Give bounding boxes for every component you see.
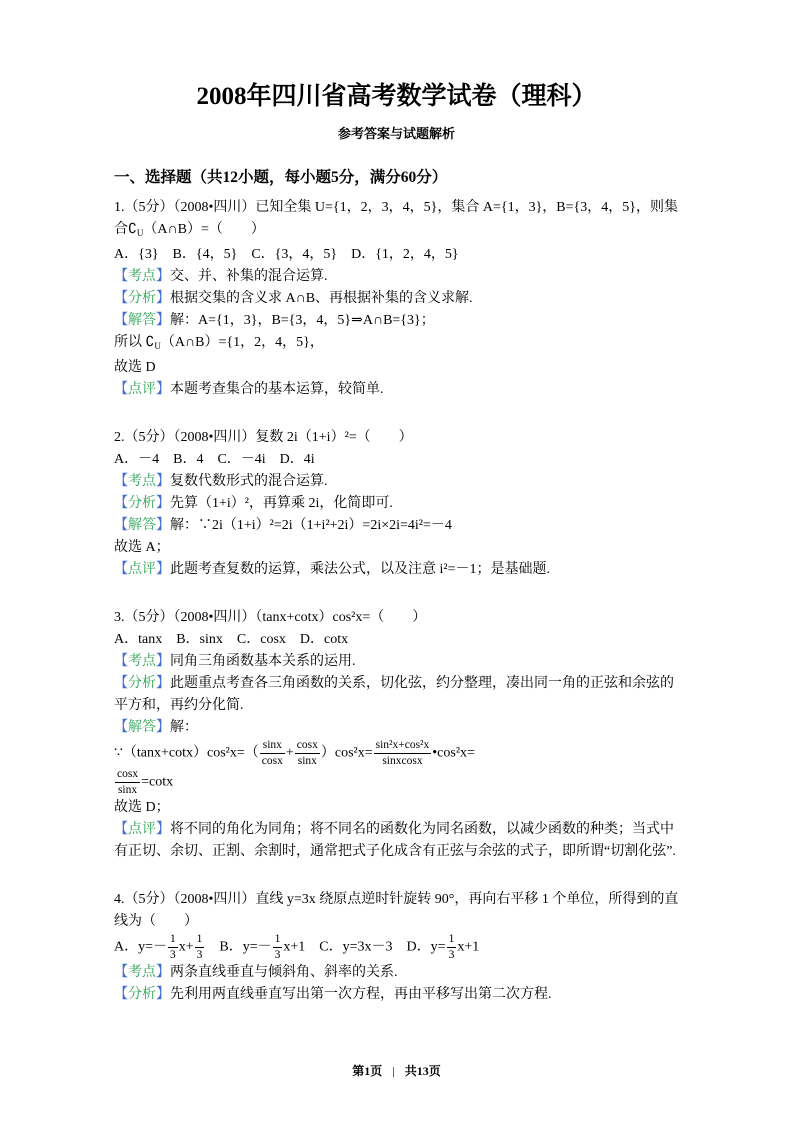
q2-jieda-line [114, 515, 679, 537]
text-run: 此题考查复数的运算，乘法公式，以及注意 i²=－1；是基础题. [170, 562, 550, 577]
text-run: （A∩B）={1，2，4，5}， [160, 335, 324, 350]
q3-dianping-line [114, 819, 679, 863]
tag-bracket-right: 】 [156, 987, 170, 1002]
text-run: D．y= [406, 939, 446, 955]
q1-suoyi-line [114, 332, 679, 357]
tag-bracket-right: 】 [156, 654, 170, 669]
fraction-numerator: 1 [273, 933, 283, 948]
fraction [373, 739, 433, 768]
text-run: 两条直线垂直与倾斜角、斜率的关系. [170, 965, 398, 980]
tag-bracket-right: 】 [156, 313, 170, 328]
text-run: A．tanx B．sinx C．cosx D．cotx [114, 632, 349, 647]
q2-fenxi-line [114, 493, 679, 515]
text-run: 先利用两直线垂直写出第一次方程，再由平移写出第二次方程. [170, 987, 552, 1002]
q2-answer-line [114, 537, 679, 559]
text-run: x+1 [457, 939, 480, 955]
tag-bracket-right: 】 [156, 496, 170, 511]
page-subtitle: 参考答案与试题解析 [337, 126, 455, 141]
tag-bracket-left: 【 [114, 676, 128, 691]
footer-separator: | [392, 1064, 395, 1078]
tag-bracket-right: 】 [156, 291, 170, 306]
q3-fenxi-line [114, 673, 679, 717]
text-run: 1.（5分）（2008•四川）已知全集 U={1，2，3，4，5}，集合 A={1，3}，B={3，4，5}，则集合∁ [114, 200, 678, 237]
tag-bracket-right: 】 [156, 822, 170, 837]
text-run: 所以 ∁ [114, 335, 155, 350]
tag-bracket-left: 【 [114, 822, 128, 837]
section-heading: 一、选择题（共12小题，每小题5分，满分60分） [114, 169, 448, 186]
question-4 [114, 889, 679, 1006]
tag-bracket-left: 【 [114, 654, 128, 669]
subscript-u: U [154, 341, 161, 351]
tag-jieda: 解答 [128, 518, 156, 533]
text-run: 故选 D； [114, 800, 170, 815]
tag-fenxi: 分析 [128, 496, 156, 511]
text-run: A．－4 B．4 C．－4i D．4i [114, 452, 315, 467]
text-run: 此题重点考查各三角函数的关系，切化弦，约分整理，凑出同一角的正弦和余弦的平方和，再约分化简. [114, 676, 674, 713]
text-run: 交、并、补集的混合运算. [170, 269, 328, 284]
tag-jieda: 解答 [128, 313, 156, 328]
text-run: 解： [170, 720, 198, 735]
text-run: 故选 D [114, 360, 156, 375]
q4-kaodian-line [114, 962, 679, 984]
q1-jieda-line [114, 310, 679, 332]
q3-formula-line-2 [114, 768, 679, 797]
tag-bracket-right: 】 [156, 562, 170, 577]
text-run: x+ [178, 939, 194, 955]
q3-answer-line [114, 797, 679, 819]
q2-stem [114, 427, 679, 449]
fraction-denominator: 3 [274, 949, 281, 961]
tag-bracket-right: 】 [156, 269, 170, 284]
q1-dianping-line [114, 379, 679, 401]
fraction-numerator: 1 [195, 933, 205, 948]
text-run: （A∩B）=（ ） [143, 222, 265, 237]
q1-fenxi-line [114, 288, 679, 310]
q3-formula-line-1 [114, 739, 679, 768]
plus-sign: + [285, 745, 294, 761]
tag-bracket-left: 【 [114, 496, 128, 511]
fraction [114, 768, 141, 797]
q2-dianping-line [114, 559, 679, 581]
text-run: A．y=－ [114, 939, 168, 955]
tag-bracket-right: 】 [156, 382, 170, 397]
fraction-numerator: sin²x+cos²x [374, 739, 432, 754]
q3-kaodian-line [114, 651, 679, 673]
tag-dianping: 点评 [128, 562, 156, 577]
text-run: A．{3} B．{4，5} C．{3，4，5} D．{1，2，4，5} [114, 247, 459, 262]
text-run: 解：A={1，3}，B={3，4，5}⇒A∩B={3}； [170, 313, 435, 328]
tag-fenxi: 分析 [128, 676, 156, 691]
text-run: B．y=－ [205, 939, 272, 955]
tag-bracket-right: 】 [156, 676, 170, 691]
q2-kaodian-line [114, 471, 679, 493]
fraction-denominator: sinxcosx [382, 755, 423, 767]
q3-jieda-line [114, 717, 679, 739]
question-1 [114, 197, 679, 401]
text-run: 3.（5分）（2008•四川）（tanx+cotx）cos²x=（ ） [114, 610, 427, 625]
subscript-u: U [136, 228, 144, 238]
text-run: •cos²x= [432, 745, 475, 761]
tag-fenxi: 分析 [128, 291, 156, 306]
tag-kaodian: 考点 [128, 654, 156, 669]
tag-bracket-right: 】 [156, 474, 170, 489]
footer-page-number: 第1页 [352, 1064, 383, 1078]
text-run: C．y=3x－3 [305, 939, 407, 955]
fraction-numerator: sinx [260, 739, 285, 754]
text-run: 本题考查集合的基本运算，较简单. [170, 382, 384, 397]
q2-options [114, 449, 679, 471]
tag-bracket-right: 】 [156, 965, 170, 980]
question-3 [114, 607, 679, 863]
tag-bracket-left: 【 [114, 382, 128, 397]
tag-bracket-left: 【 [114, 720, 128, 735]
tag-bracket-left: 【 [114, 291, 128, 306]
fraction [446, 933, 458, 962]
tag-bracket-left: 【 [114, 269, 128, 284]
q3-stem [114, 607, 679, 629]
tag-kaodian: 考点 [128, 965, 156, 980]
q3-options [114, 629, 679, 651]
q4-options [114, 933, 679, 962]
fraction-denominator: sinx [117, 784, 138, 796]
q1-options [114, 244, 679, 266]
fraction [167, 933, 179, 962]
q4-stem [114, 889, 679, 933]
text-run: 先算（1+i）²，再算乘 2i，化简即可. [170, 496, 393, 511]
q1-answer-line [114, 357, 679, 379]
tag-jieda: 解答 [128, 720, 156, 735]
fraction [294, 739, 321, 768]
tag-bracket-left: 【 [114, 987, 128, 1002]
fraction-denominator: 3 [196, 949, 203, 961]
q4-fenxi-line [114, 984, 679, 1006]
q1-kaodian-line [114, 266, 679, 288]
tag-bracket-right: 】 [156, 518, 170, 533]
fraction [272, 933, 284, 962]
text-run: =cotx [141, 774, 174, 790]
text-run: 根据交集的含义求 A∩B、再根据补集的含义求解. [170, 291, 473, 306]
footer-total-pages: 共13页 [404, 1064, 441, 1078]
fraction-numerator: cosx [295, 739, 320, 754]
text-run: 同角三角函数基本关系的运用. [170, 654, 356, 669]
tag-kaodian: 考点 [128, 474, 156, 489]
tag-bracket-left: 【 [114, 562, 128, 577]
page-footer [0, 1060, 793, 1082]
fraction-denominator: cosx [261, 755, 283, 767]
tag-bracket-left: 【 [114, 474, 128, 489]
tag-dianping: 点评 [128, 822, 156, 837]
text-run: ）cos²x= [320, 745, 373, 761]
page-title: 2008年四川省高考数学试卷（理科） [196, 83, 597, 110]
fraction-numerator: 1 [447, 933, 457, 948]
fraction [194, 933, 206, 962]
text-run: 2.（5分）（2008•四川）复数 2i（1+i）²=（ ） [114, 430, 413, 445]
fraction-denominator: 3 [170, 949, 176, 961]
fraction [259, 739, 286, 768]
question-2 [114, 427, 679, 581]
text-run: 解：∵2i（1+i）²=2i（1+i²+2i）=2i×2i=4i²=－4 [170, 518, 452, 533]
text-run: 将不同的角化为同角；将不同名的函数化为同名函数，以减少函数的种类；当式中有正切、余切、正割、余割时，通常把式子化成含有正弦与余弦的式子，即所谓“切割化弦”. [114, 822, 676, 859]
tag-kaodian: 考点 [128, 269, 156, 284]
text-run: 4.（5分）（2008•四川）直线 y=3x 绕原点逆时针旋转 90°，再向右平移 1 个单位，所得到的直线为（ ） [114, 892, 679, 929]
fraction-denominator: sinx [297, 755, 317, 767]
tag-bracket-left: 【 [114, 965, 128, 980]
tag-bracket-left: 【 [114, 313, 128, 328]
tag-bracket-left: 【 [114, 518, 128, 533]
text-run: 复数代数形式的混合运算. [170, 474, 328, 489]
fraction-numerator: cosx [115, 768, 140, 783]
text-run: 故选 A； [114, 540, 170, 555]
text-run: x+1 [283, 939, 306, 955]
tag-bracket-right: 】 [156, 720, 170, 735]
fraction-numerator: 1 [168, 933, 178, 948]
text-run: ∵（tanx+cotx）cos²x=（ [114, 745, 259, 761]
q1-stem [114, 197, 679, 244]
fraction-denominator: 3 [448, 949, 455, 961]
tag-fenxi: 分析 [128, 987, 156, 1002]
tag-dianping: 点评 [128, 382, 156, 397]
